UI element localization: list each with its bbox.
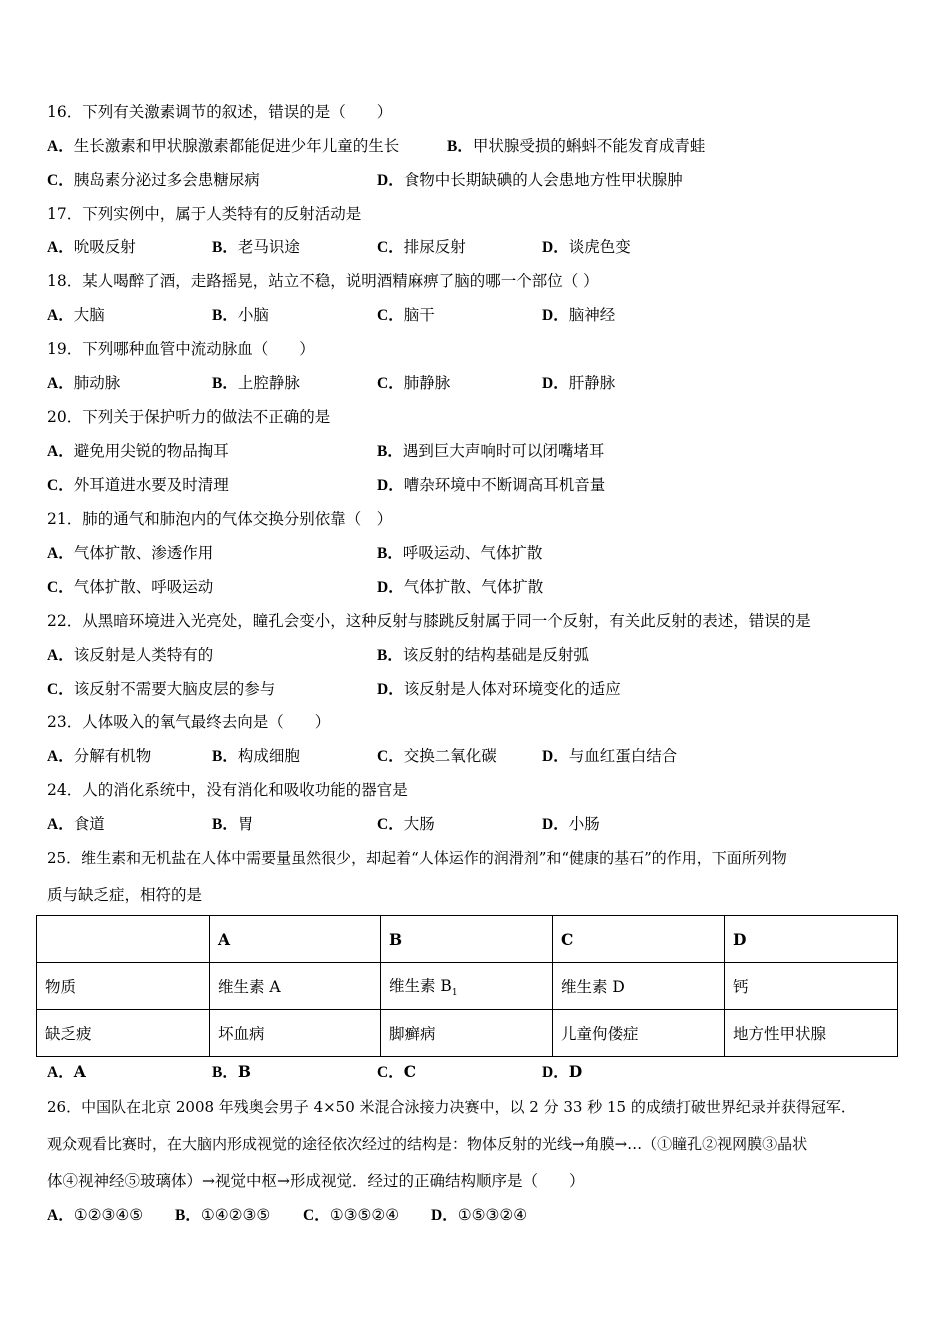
option-label: A． (47, 443, 74, 460)
q18-option-a (47, 305, 105, 326)
option-text: 脑神经 (568, 306, 616, 324)
option-label: B． (175, 1207, 201, 1224)
option-text: 胰岛素分泌过多会患糖尿病 (73, 171, 260, 189)
option-text: 食道 (73, 815, 105, 833)
table-row (37, 1010, 898, 1057)
option-text: 遇到巨大声响时可以闭嘴堵耳 (402, 442, 605, 460)
option-label: B． (377, 647, 403, 664)
option-label: D． (542, 1064, 569, 1081)
option-text: 该反射的结构基础是反射弧 (402, 646, 589, 664)
q17-option-d (542, 237, 631, 258)
option-label: A． (47, 647, 74, 664)
option-text: 生长激素和甲状腺激素都能促进少年儿童的生长 (73, 137, 400, 155)
question-23-stem: 23．人体吸入的氧气最终去向是（ ） (47, 713, 331, 731)
q20-option-b (377, 441, 604, 462)
q23-option-c (377, 746, 497, 767)
option-label: B． (447, 138, 473, 155)
option-label: B． (212, 307, 238, 324)
cell-text: 维生素 B (389, 976, 452, 995)
option-text: C (403, 1062, 417, 1081)
option-text: 肺静脉 (403, 374, 451, 392)
option-label: B． (212, 748, 238, 765)
option-label: A． (47, 545, 74, 562)
option-label: A． (47, 375, 74, 392)
option-text: 该反射是人类特有的 (73, 646, 214, 664)
option-label: A． (47, 307, 74, 324)
option-text: 甲状腺受损的蝌蚪不能发育成青蛙 (472, 137, 706, 155)
option-label: D． (377, 579, 404, 596)
option-label: D． (542, 239, 569, 256)
option-label: C． (47, 477, 74, 494)
option-text: 呼吸运动、气体扩散 (402, 544, 543, 562)
q18-option-c (377, 305, 435, 326)
table-header-cell: D (725, 916, 898, 963)
question-17-stem: 17．下列实例中，属于人类特有的反射活动是 (47, 205, 362, 223)
q25-option-a (47, 1062, 86, 1083)
option-label: A． (47, 1064, 74, 1081)
option-text: 大肠 (403, 815, 435, 833)
cell-subscript: 1 (451, 988, 458, 999)
q24-option-b (212, 814, 253, 835)
option-label: C． (47, 172, 74, 189)
option-text: 老马识途 (237, 238, 300, 256)
q26-option-b (175, 1205, 270, 1226)
question-21-stem: 21．肺的通气和肺泡内的气体交换分别依靠（ ） (47, 510, 393, 528)
q26-option-a (47, 1205, 143, 1226)
q24-option-d (542, 814, 600, 835)
option-text: 气体扩散、气体扩散 (403, 578, 544, 596)
q23-option-a (47, 746, 151, 767)
option-text: ①②③④⑤ (73, 1206, 144, 1224)
table-cell: 钙 (725, 963, 898, 1010)
option-label: C． (303, 1207, 330, 1224)
option-label: B． (377, 545, 403, 562)
option-label: B． (212, 1064, 238, 1081)
q25-option-d (542, 1062, 582, 1083)
option-text: 嘈杂环境中不断调高耳机音量 (403, 476, 606, 494)
table-cell: 维生素 A (210, 963, 381, 1010)
option-text: ①④②③⑤ (200, 1206, 271, 1224)
option-label: B． (377, 443, 403, 460)
q23-option-b (212, 746, 300, 767)
option-label: A． (47, 1207, 74, 1224)
option-label: D． (377, 172, 404, 189)
table-cell: 儿童佝偻症 (553, 1010, 725, 1057)
q25-option-b (212, 1062, 251, 1083)
option-text: 该反射是人体对环境变化的适应 (403, 680, 621, 698)
option-text: 该反射不需要大脑皮层的参与 (73, 680, 276, 698)
question-25-stem-line1: 25．维生素和无机盐在人体中需要量虽然很少，却起着“人体运作的润滑剂”和“健康的基石”的作用，下面所列物 (47, 849, 787, 867)
option-text: 脑干 (403, 306, 435, 324)
table-cell: 维生素 D (553, 963, 725, 1010)
vitamin-table (36, 915, 898, 1057)
q21-option-d (377, 577, 543, 598)
q26-option-c (303, 1205, 399, 1226)
q16-option-a (47, 136, 399, 157)
option-label: D． (542, 375, 569, 392)
q26-option-d (431, 1205, 527, 1226)
option-text: 避免用尖锐的物品掏耳 (73, 442, 229, 460)
q16-option-c (47, 170, 260, 191)
option-text: D (568, 1062, 583, 1081)
q22-option-b (377, 645, 589, 666)
option-label: C． (377, 748, 404, 765)
q22-option-c (47, 679, 275, 700)
table-header-row (37, 916, 898, 963)
option-label: B． (212, 375, 238, 392)
option-text: 大脑 (73, 306, 105, 324)
question-22-stem: 22．从黑暗环境进入光亮处，瞳孔会变小，这种反射与膝跳反射属于同一个反射，有关此反射的表述，错误的是 (47, 612, 811, 630)
option-label: A． (47, 239, 74, 256)
option-label: A． (47, 816, 74, 833)
option-text: 气体扩散、渗透作用 (73, 544, 214, 562)
q19-option-c (377, 373, 450, 394)
option-text: 分解有机物 (73, 747, 152, 765)
table-header-cell: A (210, 916, 381, 963)
q17-option-b (212, 237, 300, 258)
q19-option-b (212, 373, 300, 394)
table-header-cell: B (381, 916, 553, 963)
option-label: C． (377, 375, 404, 392)
q25-option-c (377, 1062, 416, 1083)
question-18-stem: 18．某人喝醉了酒，走路摇晃，站立不稳，说明酒精麻痹了脑的哪一个部位（ ） (47, 272, 599, 290)
option-label: C． (377, 239, 404, 256)
q22-option-d (377, 679, 621, 700)
q20-option-a (47, 441, 229, 462)
option-text: 肝静脉 (568, 374, 616, 392)
option-label: C． (377, 1064, 404, 1081)
option-text: B (237, 1062, 251, 1081)
option-text: ①⑤③②④ (457, 1206, 528, 1224)
question-26-stem-line1: 26．中国队在北京 2008 年残奥会男子 4×50 米混合泳接力决赛中，以 2 分 33 秒 15 的成绩打破世界纪录并获得冠军． (47, 1098, 856, 1116)
table-row (37, 963, 898, 1010)
option-text: A (73, 1062, 86, 1081)
table-cell: 地方性甲状腺 (725, 1010, 898, 1057)
option-text: 食物中长期缺碘的人会患地方性甲状腺肿 (403, 171, 683, 189)
table-cell (37, 916, 210, 963)
q16-option-d (377, 170, 683, 191)
q17-option-c (377, 237, 466, 258)
option-text: 交换二氧化碳 (403, 747, 497, 765)
table-cell: 脚癣病 (381, 1010, 553, 1057)
table-header-cell: C (553, 916, 725, 963)
question-16-stem: 16．下列有关激素调节的叙述，错误的是（ ） (47, 103, 393, 121)
option-label: C． (377, 816, 404, 833)
q18-option-b (212, 305, 269, 326)
q18-option-d (542, 305, 615, 326)
option-label: A． (47, 748, 74, 765)
option-text: 肺动脉 (73, 374, 121, 392)
option-label: D． (431, 1207, 458, 1224)
option-label: C． (47, 681, 74, 698)
q22-option-a (47, 645, 213, 666)
q20-option-c (47, 475, 229, 496)
question-26-stem-line2: 观众观看比赛时，在大脑内形成视觉的途径依次经过的结构是：物体反射的光线→角膜→…（①瞳孔②视网膜③晶状 (47, 1135, 808, 1153)
option-text: 吮吸反射 (73, 238, 136, 256)
question-25-stem-line2: 质与缺乏症，相符的是 (47, 886, 203, 904)
option-label: D． (542, 748, 569, 765)
q16-option-b (447, 136, 705, 157)
option-label: D． (377, 477, 404, 494)
question-24-stem: 24．人的消化系统中，没有消化和吸收功能的器官是 (47, 781, 408, 799)
table-cell: 物质 (37, 963, 210, 1010)
q19-option-d (542, 373, 615, 394)
option-label: B． (212, 239, 238, 256)
option-text: 上腔静脉 (237, 374, 300, 392)
option-label: A． (47, 138, 74, 155)
q23-option-d (542, 746, 677, 767)
table-cell (381, 963, 553, 1010)
option-label: B． (212, 816, 238, 833)
q17-option-a (47, 237, 136, 258)
option-text: 胃 (237, 815, 254, 833)
option-text: 构成细胞 (237, 747, 300, 765)
option-text: 小脑 (237, 306, 269, 324)
question-20-stem: 20．下列关于保护听力的做法不正确的是 (47, 408, 331, 426)
option-text: 气体扩散、呼吸运动 (73, 578, 214, 596)
q24-option-c (377, 814, 435, 835)
option-label: D． (542, 307, 569, 324)
q19-option-a (47, 373, 120, 394)
question-26-stem-line3: 体④视神经⑤玻璃体）→视觉中枢→形成视觉．经过的正确结构顺序是（ ） (47, 1172, 585, 1190)
option-text: 排尿反射 (403, 238, 466, 256)
option-label: C． (47, 579, 74, 596)
option-text: 谈虎色变 (568, 238, 631, 256)
table-cell: 坏血病 (210, 1010, 381, 1057)
q21-option-a (47, 543, 213, 564)
q24-option-a (47, 814, 105, 835)
q21-option-c (47, 577, 213, 598)
table-cell: 缺乏疲 (37, 1010, 210, 1057)
option-text: 小肠 (568, 815, 600, 833)
option-text: 外耳道进水要及时清理 (73, 476, 229, 494)
option-label: D． (542, 816, 569, 833)
option-label: D． (377, 681, 404, 698)
option-label: C． (377, 307, 404, 324)
option-text: ①③⑤②④ (329, 1206, 400, 1224)
option-text: 与血红蛋白结合 (568, 747, 678, 765)
question-19-stem: 19．下列哪种血管中流动脉血（ ） (47, 340, 315, 358)
q20-option-d (377, 475, 605, 496)
q21-option-b (377, 543, 542, 564)
